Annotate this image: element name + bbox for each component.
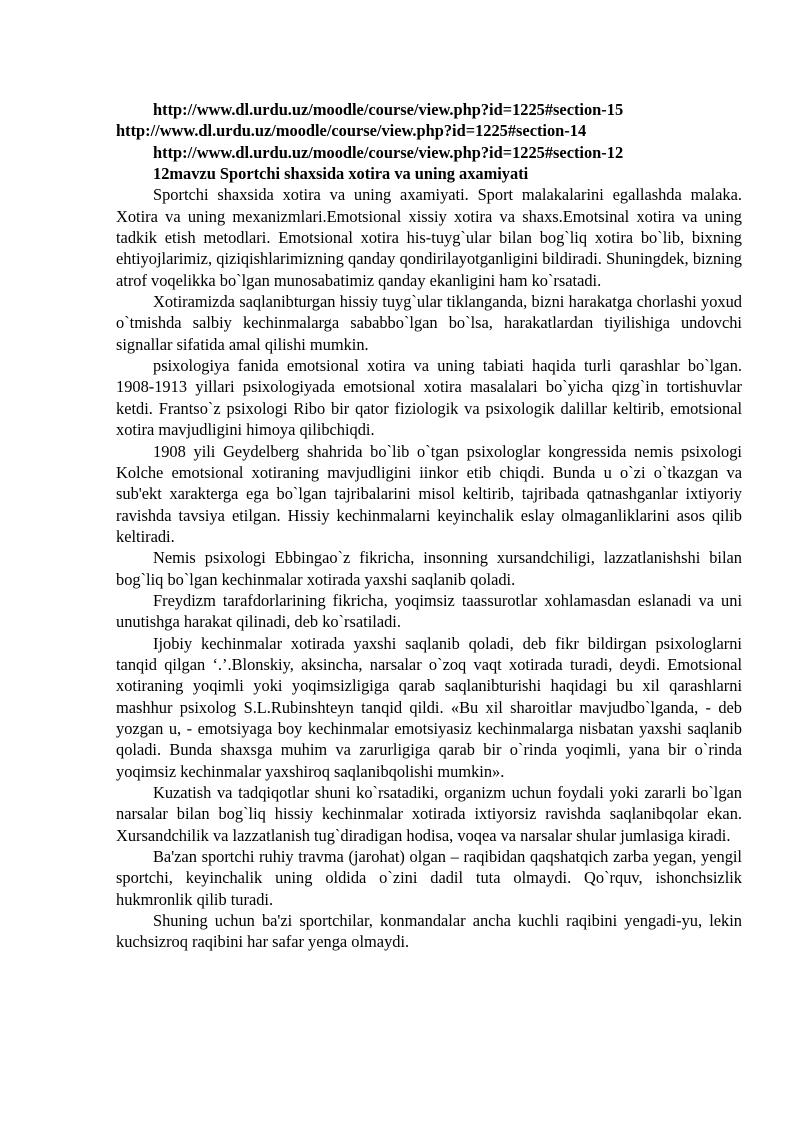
topic-heading: 12mavzu Sportchi shaxsida xotira va uning axamiyati	[153, 164, 529, 184]
paragraph: Ba'zan sportchi ruhiy travma (jarohat) olgan – raqibidan qaqshatqich zarba yegan, yengil sportchi, keyinchalik uning oldida o`zini dadil tuta olmaydi. Qo`rquv, ishonchsizlik hukmronlik qilib turadi.	[116, 847, 742, 909]
document-page	[116, 99, 742, 953]
paragraph: Xotiramizda saqlanibturgan hissiy tuyg`ular tiklanganda, bizni harakatga chorlashi yoxud o`tmishda salbiy kechinmalarga sababbo`lgan bo`lsa, harakatlardan tiyilishiga undovchi signallar sifatida amal qilishi mumkin.	[116, 292, 742, 354]
paragraph: Kuzatish va tadqiqotlar shuni ko`rsatadiki, organizm uchun foydali yoki zararli bo`lgan narsalar bilan bog`liq hissiy kechinmalar xotirada ixtiyorsiz ravishda saqlanibqolar ekan. Xursandchilik va lazzatlanish tug`diradigan hodisa, voqea va narsalar shular jumlasiga kiradi.	[116, 783, 742, 845]
paragraph: Freydizm tarafdorlarining fikricha, yoqimsiz taassurotlar xohlamasdan eslanadi va uni unutishga harakat qilinadi, deb ko`rsatiladi.	[116, 590, 742, 632]
section-link-12[interactable]: http://www.dl.urdu.uz/moodle/course/view.php?id=1225#section-12	[153, 142, 624, 162]
paragraph: Ijobiy kechinmalar xotirada yaxshi saqlanib qoladi, deb fikr bildirgan psixologlarni tanqid qilgan ‘.’.Blonskiy, aksincha, narsalar o`zoq vaqt xotirada turadi, deydi. Emotsional xotiraning yoqimli yoki yoqimsizligiga qarab saqlanibturishi haqidagi bu xil qarashlarni mashhur psixolog S.L.Rubinshteyn tanqid qildi. «Bu xil sharoitlar mavjudbo`lganda, - deb yozgan u, - emotsiyaga boy kechinmalar emotsiyasiz kechinmalarga nisbatan yaxshi saqlanib qoladi. Bunda shaxsga muhim va zarurligiga qarab bir o`rinda yoqimli, yana bir o`rinda yoqimsiz kechinmalar yaxshiroq saqlanibqolishi mumkin».	[116, 633, 742, 781]
paragraph: Sportchi shaxsida xotira va uning axamiyati. Sport malakalarini egallashda malaka. Xotira va uning mexanizmlari.Emotsional xissiy xotira va shaxs.Emotsinal xotira va uning tadkik etish metodlari. Emotsional xotira his-tuyg`ular bilan bog`liq xotira bo`lib, bixning ehtiyojlarimiz, qiziqishlarimizning qanday qondirilayotganligini bildiradi. Shuningdek, bizning atrof voqelikka bo`lgan munosabatimiz qanday ekanligini ham ko`rsatadi.	[116, 185, 742, 290]
paragraph: 1908 yili Geydelberg shahrida bo`lib o`tgan psixologlar kongressida nemis psixologi Kolche emotsional xotiraning mavjudligini iinkor etib chiqdi. Bunda u o`zi o`tkazgan va sub'ekt xarakterga ega bo`lgan tajribalarini misol keltirib, tajribada qatnashganlar ixtiyoriy ravishda tavsiya etilgan. Hissiy kechinmalarni keyinchalik eslay olmaganliklarini asos qilib keltiradi.	[116, 441, 742, 546]
paragraph: Shuning uchun ba'zi sportchilar, konmandalar ancha kuchli raqibini yengadi-yu, lekin kuchsizroq raqibini har safar yenga olmaydi.	[116, 911, 742, 952]
section-link-14[interactable]: http://www.dl.urdu.uz/moodle/course/view.php?id=1225#section-14	[116, 121, 587, 141]
paragraph: psixologiya fanida emotsional xotira va uning tabiati haqida turli qarashlar bo`lgan. 1908-1913 yillari psixologiyada emotsional xotira masalalari bo`yicha qizg`in tortishuvlar ketdi. Frantso`z psixologi Ribo bir qator fiziologik va psixologik dalillar keltirib, emotsional xotira mavjudligini himoya qilibchiqdi.	[116, 356, 742, 440]
paragraph: Nemis psixologi Ebbingao`z fikricha, insonning xursandchiligi, lazzatlanishshi bilan bog`liq bo`lgan kechinmalar xotirada yaxshi saqlanib qoladi.	[116, 548, 742, 589]
section-link-15[interactable]: http://www.dl.urdu.uz/moodle/course/view.php?id=1225#section-15	[153, 100, 624, 119]
